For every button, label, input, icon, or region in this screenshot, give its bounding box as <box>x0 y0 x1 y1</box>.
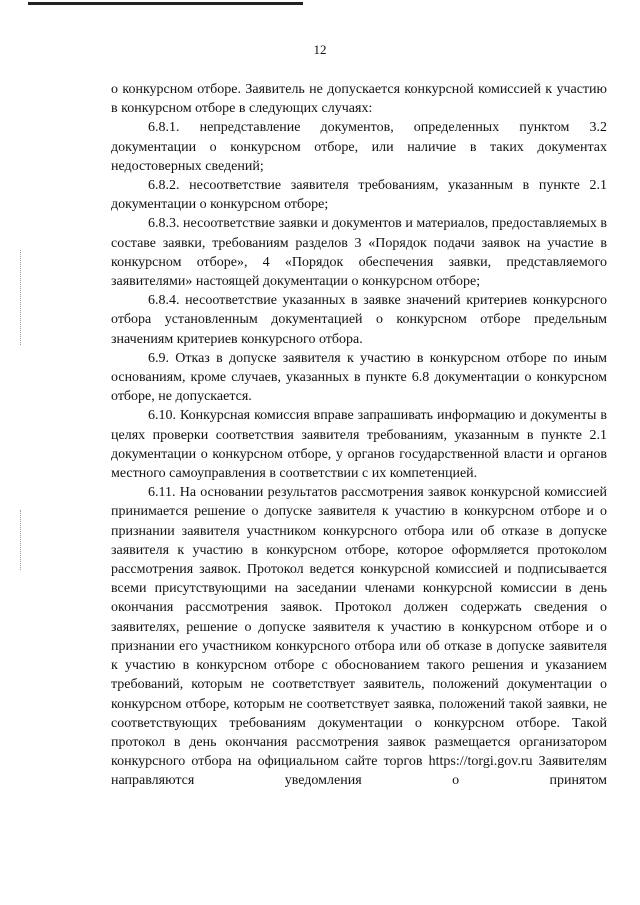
scan-margin-marks <box>20 510 23 570</box>
paragraph-6-8-4: 6.8.4. несоответствие указанных в заявке значений критериев конкурсного отбора установленным документацией о конкурсном отборе предельным значениям критериев конкурсного отбора. <box>111 293 607 347</box>
paragraph-6-9: 6.9. Отказ в допуске заявителя к участию в конкурсном отборе по иным основаниям, кроме случаев, указанных в пункте 6.8 документации о конкурсном отборе, не допускается. <box>111 350 607 405</box>
scan-margin-marks <box>20 250 23 345</box>
paragraph-continuation: о конкурсном отборе. Заявитель не допускается конкурсной комиссией к участию в конкурсном отборе в следующих случаях: <box>111 82 607 117</box>
paragraph-6-10: 6.10. Конкурсная комиссия вправе запрашивать информацию и документы в целях проверки соответствия заявителя требованиям, указанным в пункте 2.1 документации о конкурсном отборе, у органов государственной власти и органов местного самоуправления в соответствии с их компетенцией. <box>111 408 607 482</box>
paragraph-6-11: 6.11. На основании результатов рассмотрения заявок конкурсной комиссией принимается решение о допуске заявителя к участию в конкурсном отборе и о признании заявителя участником конкурсного отбора или об отказе в допуске заявителя к участию в конкурсном отборе, которое оформляется протоколом рассмотрения заявок. Протокол ведется конкурсной комиссией и подписывается всеми присутствующими на заседании членами конкурсной комиссии в день окончания рассмотрения заявок. Протокол должен содержать сведения о заявителях, решение о допуске заявителя к участию в конкурсном отборе и о признании его участником конкурсного отбора или об отказе в допуске заявителя к участию в конкурсном отборе с обоснованием такого решения и указанием требований, которым не соответствует заявитель, положений документации о конкурсном отборе, которым не соответствует заявка, положений такой заявки, не соответствующих требованиям документации о конкурсном отборе. Такой протокол в день окончания рассмотрения заявок размещается организатором конкурсного отбора на официальном сайте торгов https://torgi.gov.ru Заявителям направляются уведомления о принятом <box>111 485 607 789</box>
paragraph-6-8-2: 6.8.2. несоответствие заявителя требованиям, указанным в пункте 2.1 документации о конкурсном отборе; <box>111 178 607 213</box>
paragraph-6-8-1: 6.8.1. непредставление документов, определенных пунктом 3.2 документации о конкурсном отборе, или наличие в таких документах недостоверных сведений; <box>111 120 607 174</box>
document-body <box>111 80 607 791</box>
paragraph-6-8-3: 6.8.3. несоответствие заявки и документов и материалов, предоставляемых в составе заявки, требованиям разделов 3 «Порядок подачи заявок на участие в конкурсном отборе», 4 «Порядок обеспечения заявки, представляемого заявителями» настоящей документации о конкурсном отборе; <box>111 216 607 290</box>
scan-top-bar <box>28 2 303 5</box>
page-number: 12 <box>313 42 327 57</box>
